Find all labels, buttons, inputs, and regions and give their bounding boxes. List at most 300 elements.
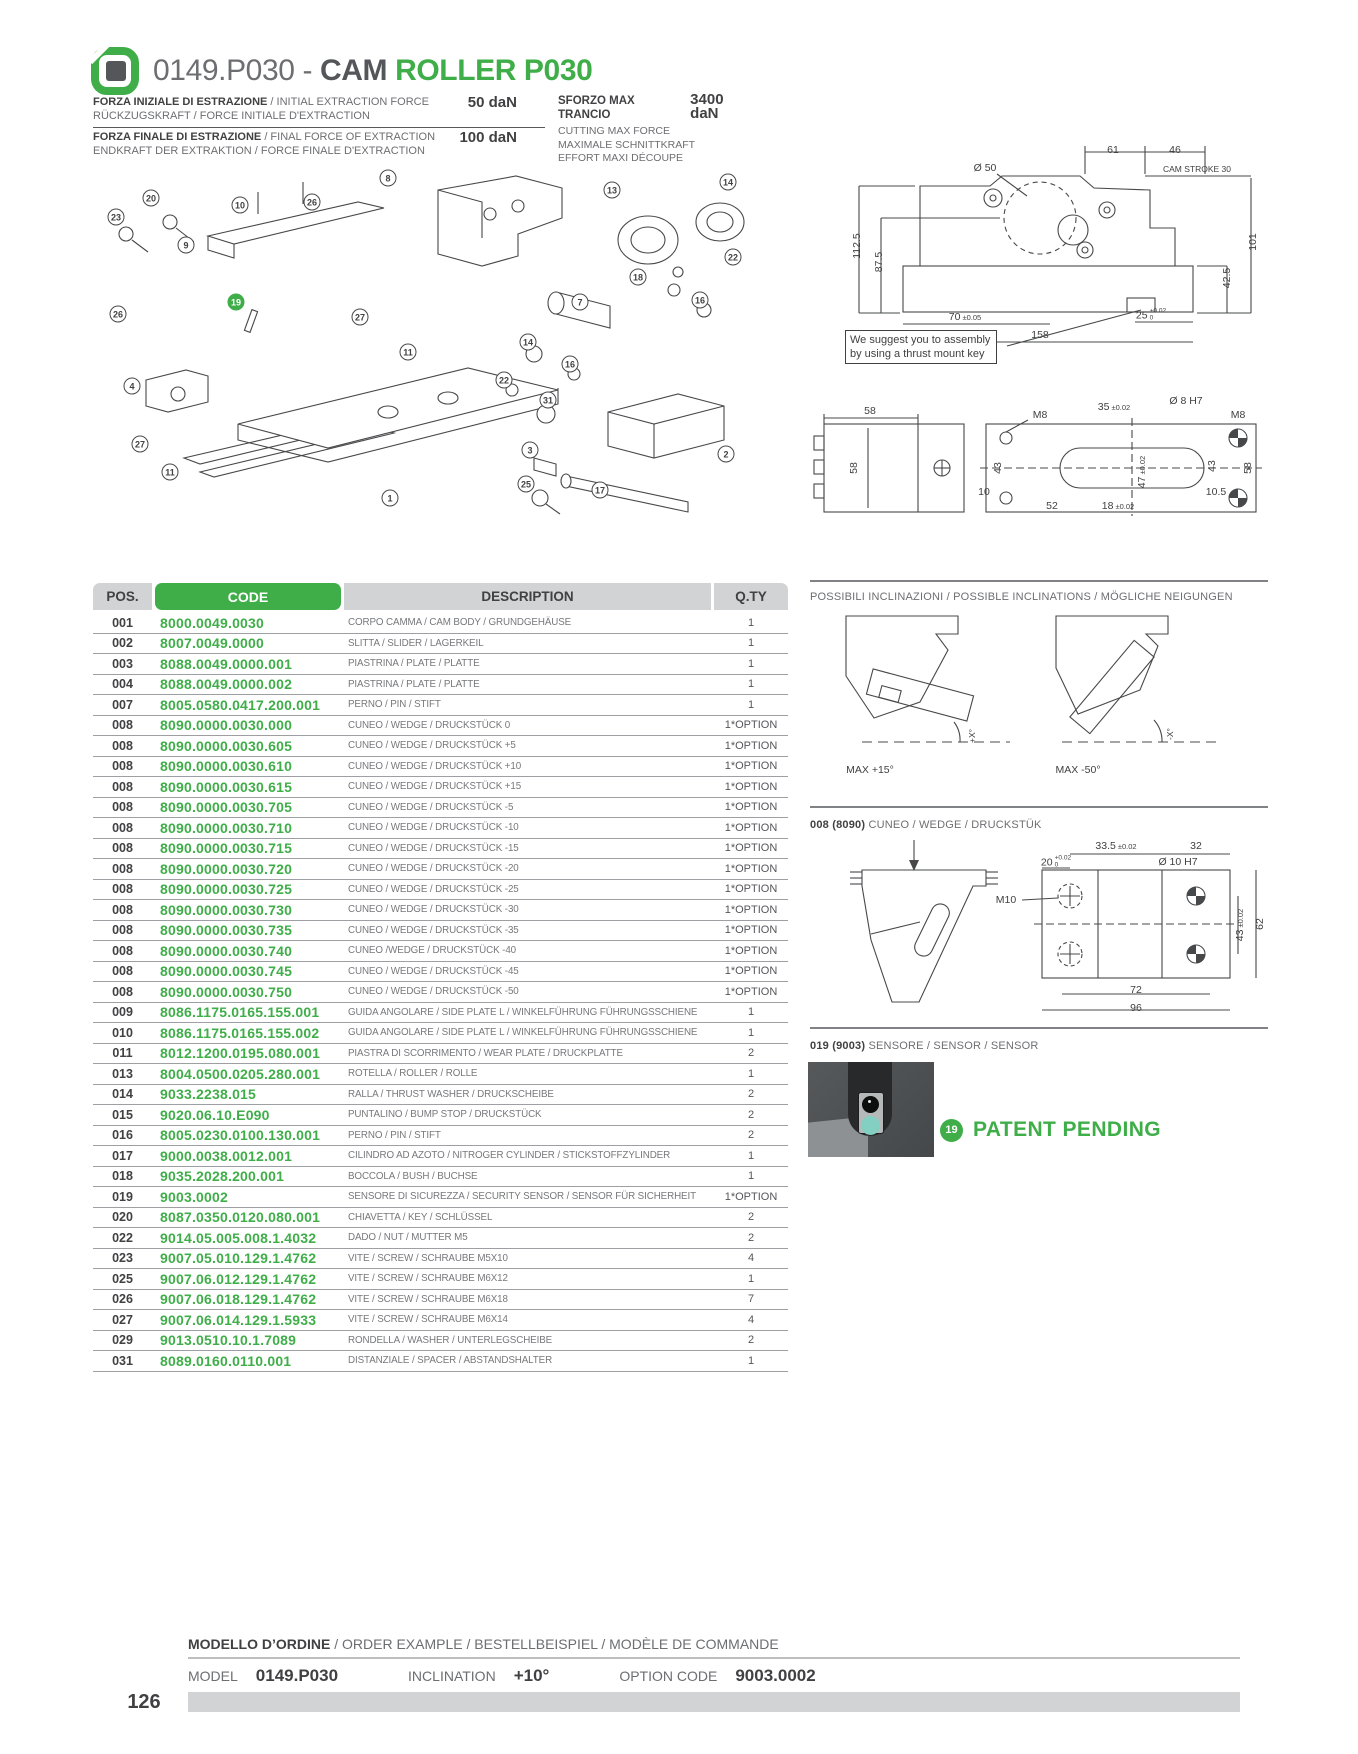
row-code: 8090.0000.0030.605 [160, 737, 293, 754]
sensor-section-title: 019 (9003) SENSORE / SENSOR / SENSOR [810, 1040, 1039, 1052]
row-qty: 2 [747, 1231, 755, 1244]
part-balloon-10: 10 [232, 197, 249, 214]
row-description: DISTANZIALE / SPACER / ABSTANDSHALTER [348, 1355, 553, 1367]
dim-label: 70 ±0.05 [948, 311, 982, 323]
table-row [93, 1249, 788, 1270]
dim-label: CAM STROKE 30 [1162, 164, 1232, 174]
table-row [93, 1187, 788, 1208]
row-pos: 004 [112, 677, 133, 692]
row-qty: 1*OPTION [724, 760, 778, 773]
row-description: CUNEO / WEDGE / DRUCKSTÜCK +15 [348, 781, 522, 793]
final-force-row: FORZA FINALE DI ESTRAZIONE / FINAL FORCE OF EXTRACTION ENDKRAFT DER EXTRAKTION / FORCE FINALE D'EXTRACTION 100 daN [93, 127, 545, 162]
row-description: VITE / SCREW / SCHRAUBE M6X18 [348, 1293, 508, 1305]
row-description: CUNEO / WEDGE / DRUCKSTÜCK -50 [348, 986, 519, 998]
row-pos: 008 [112, 923, 133, 938]
row-code: 8005.0230.0100.130.001 [160, 1127, 321, 1144]
row-pos: 008 [112, 759, 133, 774]
initial-force-row: FORZA INIZIALE DI ESTRAZIONE / INITIAL EXTRACTION FORCE RÜCKZUGSKRAFT / FORCE INITIALE D'EXTRACTION 50 daN [93, 94, 517, 122]
row-code: 8090.0000.0030.715 [160, 840, 293, 857]
table-row [93, 859, 788, 880]
row-description: RALLA / THRUST WASHER / DRUCKSCHEIBE [348, 1088, 554, 1100]
row-code: 8090.0000.0030.615 [160, 778, 293, 795]
part-balloon-4: 4 [124, 378, 141, 395]
row-code: 8088.0049.0000.002 [160, 676, 293, 693]
table-row [93, 1310, 788, 1331]
part-balloon-11: 11 [162, 464, 179, 481]
dim-label: MAX -50° [1055, 764, 1101, 776]
row-description: CUNEO / WEDGE / DRUCKSTÜCK -35 [348, 924, 519, 936]
part-balloon-13: 13 [604, 182, 621, 199]
row-description: CUNEO / WEDGE / DRUCKSTÜCK -15 [348, 842, 519, 854]
row-description: PUNTALINO / BUMP STOP / DRUCKSTÜCK [348, 1109, 542, 1121]
row-qty: 2 [747, 1047, 755, 1060]
dim-label: 43 [1206, 460, 1218, 472]
option-code-value: 9003.0002 [735, 1666, 816, 1685]
table-row [93, 839, 788, 860]
row-qty: 1*OPTION [724, 903, 778, 916]
assembly-note: We suggest you to assembly by using a thrust mount key [845, 330, 997, 364]
table-row [93, 716, 788, 737]
dim-label: 33.5 ±0.02 [1095, 840, 1137, 852]
row-code: 8090.0000.0030.745 [160, 963, 293, 980]
row-code: 8086.1175.0165.155.002 [160, 1024, 320, 1041]
row-code: 9013.0510.10.1.7089 [160, 1332, 297, 1349]
row-pos: 014 [112, 1087, 133, 1102]
spec-label: FORZA FINALE DI ESTRAZIONE [93, 131, 262, 143]
table-row [93, 921, 788, 942]
exploded-line-art [88, 162, 753, 520]
row-qty: 1*OPTION [724, 801, 778, 814]
table-row [93, 962, 788, 983]
order-divider [188, 1657, 1240, 1659]
row-description: CUNEO / WEDGE / DRUCKSTÜCK -20 [348, 863, 519, 875]
part-balloon-27: 27 [352, 309, 369, 326]
row-code: 8004.0500.0205.280.001 [160, 1065, 321, 1082]
row-pos: 009 [112, 1005, 133, 1020]
row-code: 9035.2028.200.001 [160, 1168, 285, 1185]
row-qty: 1 [747, 1354, 755, 1367]
col-header-description: DESCRIPTION [344, 583, 711, 610]
spec-label: FORZA INIZIALE DI ESTRAZIONE [93, 96, 268, 108]
model-label: MODEL [188, 1668, 238, 1684]
table-row [93, 1023, 788, 1044]
row-description: CILINDRO AD AZOTO / NITROGER CYLINDER / STICKSTOFFZYLINDER [348, 1150, 671, 1162]
row-pos: 013 [112, 1066, 133, 1081]
row-pos: 008 [112, 738, 133, 753]
row-description: PIASTRINA / PLATE / PLATTE [348, 658, 480, 670]
row-code: 8000.0049.0030 [160, 614, 265, 631]
row-description: PERNO / PIN / STIFT [348, 1129, 441, 1141]
row-description: SLITTA / SLIDER / LAGERKEIL [348, 637, 484, 649]
inclination-label: INCLINATION [408, 1668, 496, 1684]
dim-label: 58 [1242, 462, 1254, 474]
row-qty: 4 [747, 1313, 755, 1326]
row-code: 9014.05.005.008.1.4032 [160, 1229, 317, 1246]
part-balloon-25: 25 [518, 476, 535, 493]
row-description: CUNEO / WEDGE / DRUCKSTÜCK +10 [348, 760, 522, 772]
wedge-section-title: 008 (8090) CUNEO / WEDGE / DRUCKSTÜK [810, 819, 1042, 831]
row-qty: 1*OPTION [724, 862, 778, 875]
row-code: 8090.0000.0030.735 [160, 922, 293, 939]
row-code: 9003.0002 [160, 1188, 228, 1205]
row-pos: 017 [112, 1148, 133, 1163]
table-row [93, 1044, 788, 1065]
row-qty: 2 [747, 1129, 755, 1142]
row-pos: 008 [112, 841, 133, 856]
row-qty: 2 [747, 1088, 755, 1101]
row-description: VITE / SCREW / SCHRAUBE M6X12 [348, 1273, 508, 1285]
row-qty: 1 [747, 1272, 755, 1285]
row-qty: 1 [747, 698, 755, 711]
row-pos: 003 [112, 656, 133, 671]
table-row [93, 1126, 788, 1147]
section-divider [810, 1027, 1268, 1029]
part-balloon-22: 22 [725, 249, 742, 266]
row-code: 8088.0049.0000.001 [160, 655, 293, 672]
row-code: 8090.0000.0030.720 [160, 860, 293, 877]
final-force-value: 100 daN [459, 129, 517, 146]
dim-label: 43 ±0.02 [1234, 908, 1246, 942]
table-row [93, 941, 788, 962]
row-qty: 1*OPTION [724, 944, 778, 957]
row-description: PERNO / PIN / STIFT [348, 699, 441, 711]
part-balloon-16: 16 [562, 356, 579, 373]
row-code: 9007.06.012.129.1.4762 [160, 1270, 317, 1287]
front-views-drawing [808, 395, 1270, 518]
row-pos: 025 [112, 1271, 133, 1286]
row-pos: 026 [112, 1292, 133, 1307]
dim-label: Ø 50 [973, 162, 997, 174]
section-divider [810, 806, 1268, 808]
dim-label: 62 [1254, 918, 1266, 930]
row-pos: 015 [112, 1107, 133, 1122]
part-balloon-8: 8 [380, 170, 397, 187]
dim-label: MAX +15° [846, 764, 894, 776]
col-header-pos: POS. [93, 583, 152, 610]
row-code: 8090.0000.0030.705 [160, 799, 293, 816]
model-value: 0149.P030 [255, 1666, 339, 1685]
row-pos: 010 [112, 1025, 133, 1040]
row-pos: 008 [112, 984, 133, 999]
table-row [93, 1064, 788, 1085]
dim-label: 18 ±0.02 [1101, 500, 1135, 512]
inclinations-drawing [810, 606, 1268, 802]
row-description: BOCCOLA / BUSH / BUCHSE [348, 1170, 478, 1182]
row-pos: 001 [112, 615, 133, 630]
row-description: RONDELLA / WASHER / UNTERLEGSCHEIBE [348, 1334, 553, 1346]
row-qty: 1*OPTION [724, 924, 778, 937]
row-qty: 1 [747, 1149, 755, 1162]
footer-bar [188, 1692, 1240, 1712]
row-qty: 1 [747, 1026, 755, 1039]
dim-label: M8 [1032, 409, 1048, 421]
dim-label: 158 [1031, 329, 1049, 341]
row-pos: 023 [112, 1251, 133, 1266]
row-code: 8090.0000.0030.730 [160, 901, 293, 918]
row-pos: 007 [112, 697, 133, 712]
table-row [93, 675, 788, 696]
row-qty: 1 [747, 637, 755, 650]
row-code: 8090.0000.0030.710 [160, 819, 293, 836]
table-row [93, 757, 788, 778]
dim-label: 10.5 [1205, 486, 1227, 498]
row-description: VITE / SCREW / SCHRAUBE M5X10 [348, 1252, 508, 1264]
patent-pending [940, 1118, 1161, 1142]
table-row [93, 1167, 788, 1188]
row-qty: 1*OPTION [724, 883, 778, 896]
row-pos: 020 [112, 1210, 133, 1225]
order-example-title: MODELLO D’ORDINE / ORDER EXAMPLE / BESTELLBEISPIEL / MODÈLE DE COMMANDE [188, 1636, 779, 1652]
dim-label: 42.5 [1221, 267, 1233, 289]
table-row [93, 1085, 788, 1106]
dim-label: 112.5 [851, 233, 863, 259]
row-qty: 1 [747, 616, 755, 629]
row-pos: 008 [112, 861, 133, 876]
row-description: CUNEO / WEDGE / DRUCKSTÜCK -25 [348, 883, 519, 895]
row-code: 8090.0000.0030.610 [160, 758, 293, 775]
part-balloon-16: 16 [692, 292, 709, 309]
part-balloon-19: 19 [228, 294, 245, 311]
row-qty: 7 [747, 1293, 755, 1306]
row-qty: 1*OPTION [724, 719, 778, 732]
row-description: CHIAVETTA / KEY / SCHLÜSSEL [348, 1211, 493, 1223]
row-pos: 008 [112, 902, 133, 917]
part-balloon-2: 2 [718, 446, 735, 463]
section-divider [810, 580, 1268, 582]
part-balloon-18: 18 [630, 269, 647, 286]
spec-label: SFORZO MAX TRANCIO [558, 95, 635, 121]
table-header [93, 583, 788, 610]
row-qty: 4 [747, 1252, 755, 1265]
dim-label: 96 [1130, 1002, 1142, 1014]
table-row [93, 1146, 788, 1167]
part-balloon-27: 27 [132, 436, 149, 453]
table-row [93, 1351, 788, 1372]
row-qty: 1*OPTION [724, 1190, 778, 1203]
col-header-code: CODE [155, 583, 341, 610]
dim-label: 58 [864, 405, 876, 417]
dim-label: 32 [1190, 840, 1202, 852]
row-description: CUNEO /WEDGE / DRUCKSTÜCK -40 [348, 945, 517, 957]
row-qty: 1*OPTION [724, 842, 778, 855]
dim-label: Ø 10 H7 [1158, 856, 1198, 868]
table-row [93, 1269, 788, 1290]
table-row [93, 736, 788, 757]
table-row [93, 1003, 788, 1024]
col-header-qty: Q.TY [714, 583, 788, 610]
table-row [93, 1208, 788, 1229]
row-description: CUNEO / WEDGE / DRUCKSTÜCK -30 [348, 904, 519, 916]
page-number: 126 [127, 1691, 161, 1713]
dim-label: 10 [978, 486, 990, 498]
row-pos: 008 [112, 779, 133, 794]
part-balloon-1: 1 [382, 490, 399, 507]
table-row [93, 654, 788, 675]
row-code: 8090.0000.0030.000 [160, 717, 293, 734]
part-balloon-17: 17 [592, 482, 609, 499]
part-balloon-7: 7 [572, 294, 589, 311]
dim-label: 46 [1169, 144, 1181, 156]
sensor-photo [808, 1062, 934, 1157]
table-row [93, 880, 788, 901]
table-row [93, 777, 788, 798]
row-code: 9033.2238.015 [160, 1086, 257, 1103]
part-balloon-31: 31 [540, 392, 557, 409]
row-code: 8090.0000.0030.740 [160, 942, 293, 959]
dim-label: 101 [1247, 233, 1259, 251]
part-balloon-22: 22 [496, 372, 513, 389]
part-balloon-11: 11 [400, 344, 417, 361]
row-code: 8005.0580.0417.200.001 [160, 696, 321, 713]
row-pos: 008 [112, 943, 133, 958]
row-pos: 011 [112, 1046, 133, 1061]
row-pos: 008 [112, 718, 133, 733]
part-balloon-26: 26 [304, 194, 321, 211]
dim-label: 61 [1107, 144, 1119, 156]
row-pos: 008 [112, 964, 133, 979]
dim-label: 72 [1130, 984, 1142, 996]
row-pos: 022 [112, 1230, 133, 1245]
row-description: CUNEO / WEDGE / DRUCKSTÜCK 0 [348, 719, 511, 731]
row-code: 8086.1175.0165.155.001 [160, 1004, 320, 1021]
row-qty: 1*OPTION [724, 780, 778, 793]
row-code: 8012.1200.0195.080.001 [160, 1045, 321, 1062]
part-balloon-9: 9 [178, 237, 195, 254]
row-pos: 019 [112, 1189, 133, 1204]
part-balloon-14: 14 [720, 174, 737, 191]
table-row [93, 634, 788, 655]
part-19-badge: 19 [940, 1119, 963, 1142]
cutting-force-value: 3400 daN [690, 91, 724, 122]
dim-label: 25 +0.02 0 [1135, 307, 1167, 321]
dim-label: 52 [1046, 500, 1058, 512]
row-pos: 008 [112, 820, 133, 835]
row-description: GUIDA ANGOLARE / SIDE PLATE L / WINKELFÜHRUNG FÜHRUNGSSCHIENE [348, 1027, 698, 1039]
part-balloon-23: 23 [108, 209, 125, 226]
row-qty: 2 [747, 1211, 755, 1224]
dim-label: M10 [995, 894, 1017, 906]
dim-label: 58 [848, 462, 860, 474]
option-code-label: OPTION CODE [619, 1668, 718, 1684]
row-code: 9007.06.018.129.1.4762 [160, 1291, 317, 1308]
part-balloon-20: 20 [143, 190, 160, 207]
row-description: GUIDA ANGOLARE / SIDE PLATE L / WINKELFÜHRUNG FÜHRUNGSSCHIENE [348, 1006, 698, 1018]
table-row [93, 1290, 788, 1311]
part-balloon-26: 26 [110, 306, 127, 323]
table-row [93, 1228, 788, 1249]
row-code: 8007.0049.0000 [160, 635, 265, 652]
row-description: VITE / SCREW / SCHRAUBE M6X14 [348, 1314, 508, 1326]
page-header [90, 46, 592, 96]
side-view-drawing [845, 138, 1269, 370]
row-pos: 027 [112, 1312, 133, 1327]
brand-logo-icon [90, 46, 140, 96]
table-row [93, 900, 788, 921]
row-description: PIASTRINA / PLATE / PLATTE [348, 678, 480, 690]
table-row [93, 1105, 788, 1126]
row-description: SENSORE DI SICUREZZA / SECURITY SENSOR / SENSOR FÜR SICHERHEIT [348, 1191, 696, 1203]
row-pos: 018 [112, 1169, 133, 1184]
wedge-line-art [810, 838, 1268, 1022]
row-code: 8090.0000.0030.750 [160, 983, 293, 1000]
table-row [93, 613, 788, 634]
table-row [93, 1331, 788, 1352]
table-row [93, 982, 788, 1003]
table-row [93, 695, 788, 716]
row-qty: 1*OPTION [724, 965, 778, 978]
inclinations-title: POSSIBILI INCLINAZIONI / POSSIBLE INCLINATIONS / MÖGLICHE NEIGUNGEN [810, 591, 1233, 603]
extraction-force-specs [93, 93, 545, 162]
row-description: ROTELLA / ROLLER / ROLLE [348, 1068, 478, 1080]
row-qty: 1*OPTION [724, 821, 778, 834]
dim-label: 87.5 [873, 251, 885, 273]
table-row [93, 818, 788, 839]
row-pos: 016 [112, 1128, 133, 1143]
patent-pending-label: PATENT PENDING [973, 1118, 1161, 1141]
row-qty: 1*OPTION [724, 739, 778, 752]
row-code: 9007.05.010.129.1.4762 [160, 1250, 317, 1267]
dim-label: 43 [992, 462, 1004, 474]
dim-label: 20 +0.02 0 [1040, 854, 1072, 868]
row-description: CUNEO / WEDGE / DRUCKSTÜCK -45 [348, 965, 519, 977]
row-qty: 1 [747, 1170, 755, 1183]
row-pos: 002 [112, 636, 133, 651]
row-description: DADO / NUT / MUTTER M5 [348, 1232, 468, 1244]
table-row [93, 798, 788, 819]
row-code: 8087.0350.0120.080.001 [160, 1209, 321, 1226]
table-body [93, 613, 788, 1372]
dim-label: -X° [1165, 728, 1175, 740]
row-description: PIASTRA DI SCORRIMENTO / WEAR PLATE / DRUCKPLATTE [348, 1047, 623, 1059]
row-code: 8090.0000.0030.725 [160, 881, 293, 898]
dim-label: 35 ±0.02 [1097, 401, 1131, 413]
row-qty: 1*OPTION [724, 985, 778, 998]
row-pos: 008 [112, 800, 133, 815]
row-pos: 031 [112, 1353, 133, 1368]
row-qty: 2 [747, 1334, 755, 1347]
cutting-force-spec: SFORZO MAX TRANCIO 3400 daN CUTTING MAX FORCE MAXIMALE SCHNITTKRAFT EFFORT MAXI DÉCOUPE [558, 93, 756, 166]
model-code: 0149.P030 - [153, 54, 313, 87]
row-qty: 1 [747, 1067, 755, 1080]
page-title: 0149.P030 - CAM ROLLER P030 [153, 54, 593, 87]
row-description: CUNEO / WEDGE / DRUCKSTÜCK +5 [348, 740, 516, 752]
initial-force-value: 50 daN [467, 94, 517, 111]
sensor-lens [862, 1096, 879, 1113]
row-description: CUNEO / WEDGE / DRUCKSTÜCK -5 [348, 801, 514, 813]
row-code: 9000.0038.0012.001 [160, 1147, 293, 1164]
row-pos: 008 [112, 882, 133, 897]
row-description: CUNEO / WEDGE / DRUCKSTÜCK -10 [348, 822, 519, 834]
row-code: 9007.06.014.129.1.5933 [160, 1311, 317, 1328]
row-code: 9020.06.10.E090 [160, 1106, 270, 1123]
sensor-glint [868, 1100, 871, 1103]
dim-label: 47 ±0.02 [1136, 455, 1148, 489]
row-description: CORPO CAMMA / CAM BODY / GRUNDGEHÄUSE [348, 617, 572, 629]
order-example-row [188, 1666, 816, 1686]
row-pos: 029 [112, 1333, 133, 1348]
wedge-drawing [810, 838, 1268, 1022]
row-qty: 2 [747, 1108, 755, 1121]
sensor-led [861, 1116, 880, 1135]
dim-label: M8 [1230, 409, 1246, 421]
inclination-value: +10° [513, 1666, 550, 1685]
part-balloon-3: 3 [522, 442, 539, 459]
part-balloon-14: 14 [520, 334, 537, 351]
row-qty: 1 [747, 1006, 755, 1019]
dim-label: +X° [967, 728, 977, 744]
row-code: 8089.0160.0110.001 [160, 1352, 292, 1369]
row-qty: 1 [747, 678, 755, 691]
